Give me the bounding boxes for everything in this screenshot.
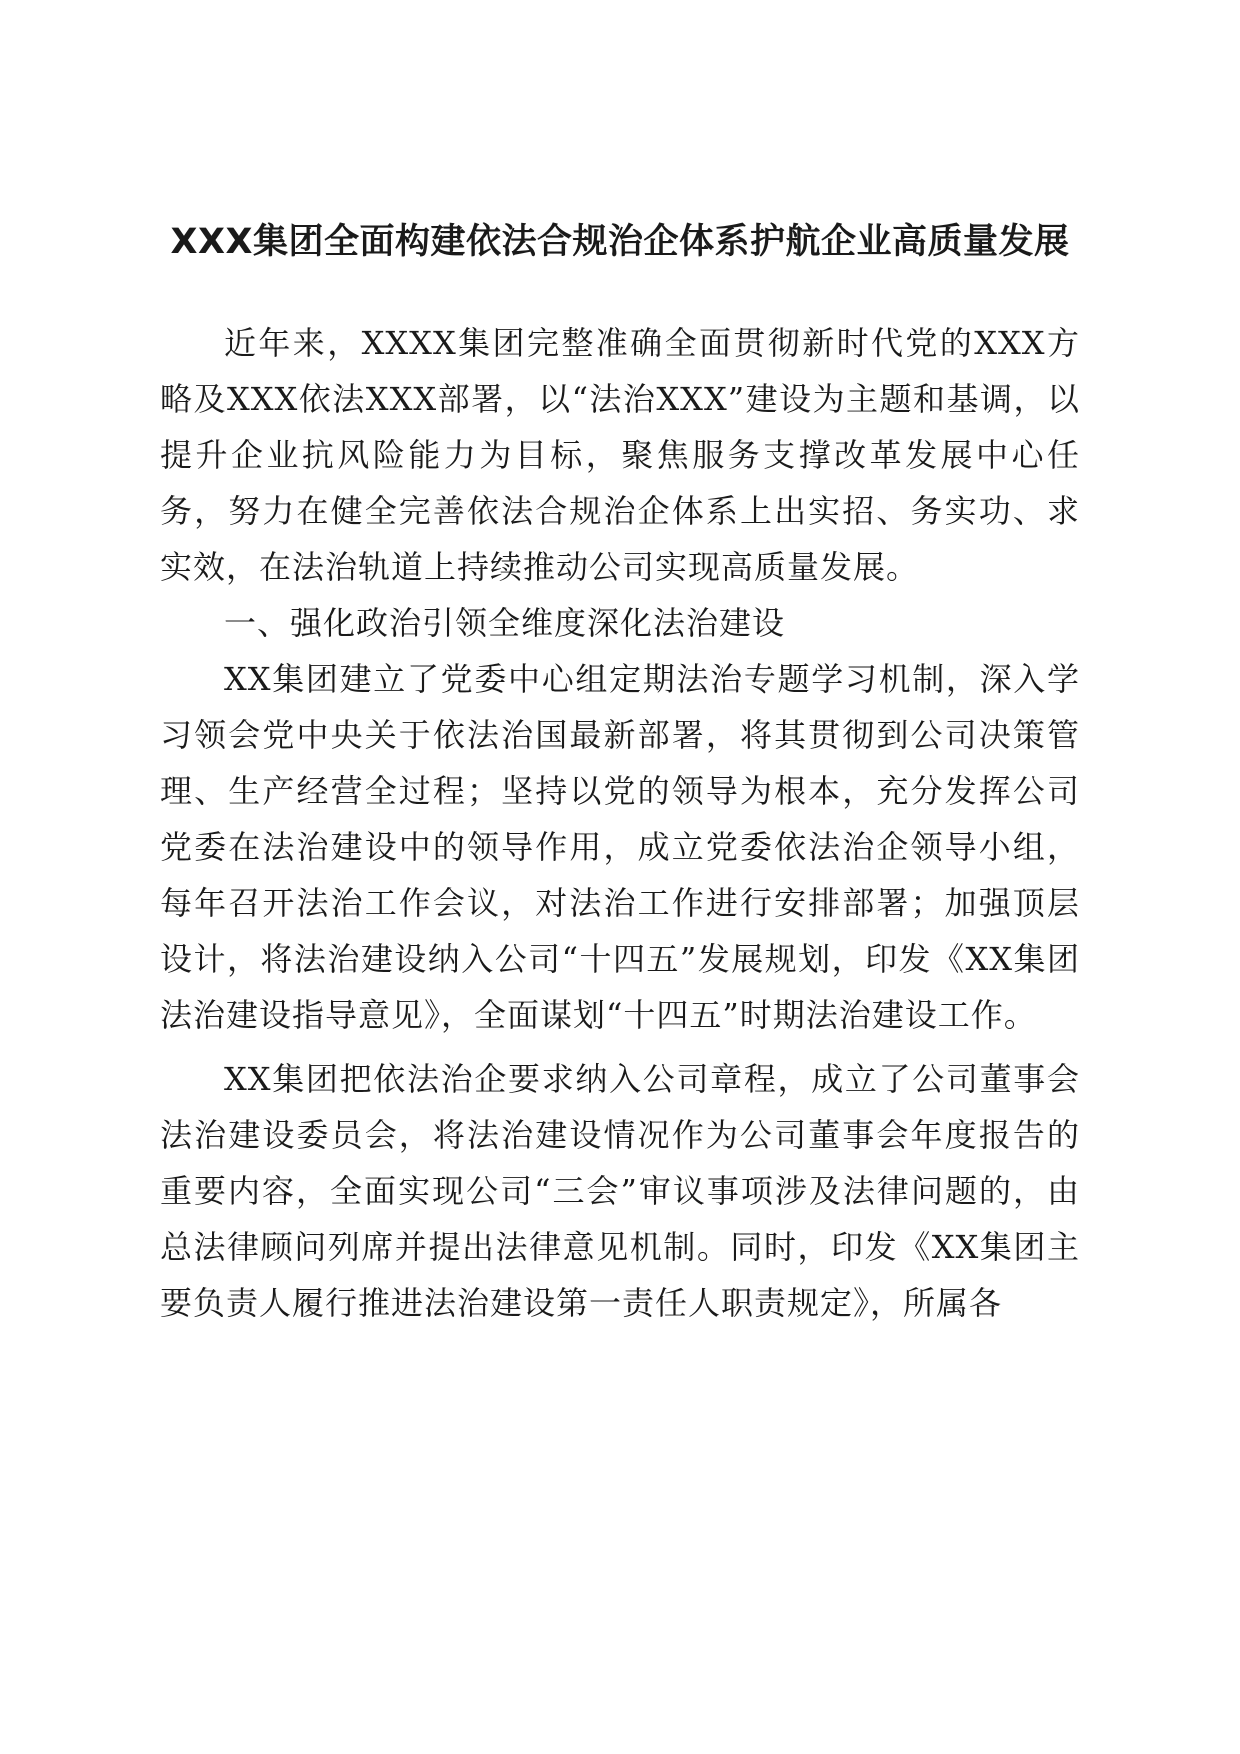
paragraph-board-governance: XX集团把依法治企要求纳入公司章程，成立了公司董事会法治建设委员会，将法治建设情况作为公司董事会年度报告的重要内容，全面实现公司“三会”审议事项涉及法律问题的，由总法律顾问列席并提出法律意见机制。同时，印发《XX集团主要负责人履行推进法治建设第一责任人职责规定》，所属各 [160,1060,1080,1322]
paragraph-party-leadership: XX集团建立了党委中心组定期法治专题学习机制，深入学习领会党中央关于依法治国最新部署，将其贯彻到公司决策管理、生产经营全过程；坚持以党的领导为根本，充分发挥公司党委在法治建设中的领导作用，成立党委依法治企领导小组，每年召开法治工作会议，对法治工作进行安排部署；加强顶层设计，将法治建设纳入公司“十四五”发展规划，印发《XX集团法治建设指导意见》，全面谋划“十四五”时期法治建设工作。 [160,660,1080,1034]
document-body [160,315,1080,1331]
section-heading-1: 一、强化政治引领全维度深化法治建设 [224,604,786,642]
document-title: XXX集团全面构建依法合规治企体系护航企业高质量发展 [170,222,1070,263]
paragraph-intro: 近年来，XXXX集团完整准确全面贯彻新时代党的XXX方略及XXX依法XXX部署，以“法治XXX”建设为主题和基调，以提升企业抗风险能力为目标，聚焦服务支撑改革发展中心任务，努力在健全完善依法合规治企体系上出实招、务实功、求实效，在法治轨道上持续推动公司实现高质量发展。 [160,324,1080,586]
